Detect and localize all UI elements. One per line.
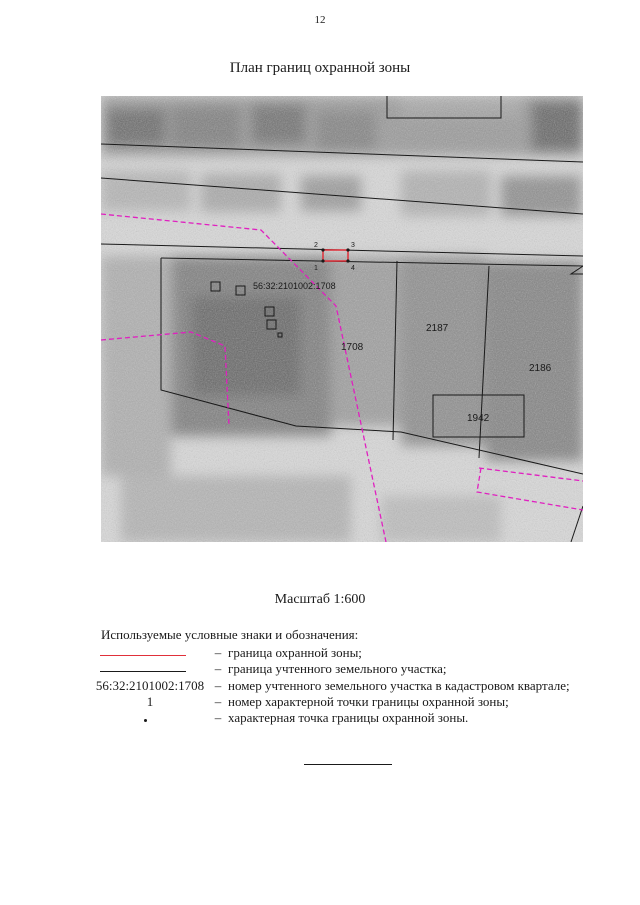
characteristic-point-2	[321, 248, 324, 251]
characteristic-point-4	[346, 259, 349, 262]
legend-dash: –	[214, 645, 222, 660]
legend-row-characteristic-point	[90, 710, 610, 726]
legend-symbol-red-line	[90, 645, 210, 661]
characteristic-point-3	[346, 248, 349, 251]
legend-dash: –	[214, 678, 222, 693]
page-number: 12	[314, 14, 326, 26]
legend-heading: Используемые условные знаки и обозначения:	[101, 627, 359, 642]
map-scale: Масштаб 1:600	[274, 592, 366, 607]
legend-symbol-point-number: 1	[146, 694, 154, 709]
legend-symbol-cadastral-number: 56:32:2101002:1708	[95, 678, 205, 693]
legend-symbol-dot	[90, 710, 210, 726]
point-label-3: 3	[351, 242, 355, 249]
legend-row-cadastral-number	[90, 678, 610, 694]
parcel-label-1942: 1942	[467, 413, 490, 424]
legend-description: номер учтенного земельного участка в кадастровом квартале;	[228, 678, 570, 693]
legend-dash: –	[214, 710, 222, 725]
legend-dash: –	[214, 661, 222, 676]
parcel-label-2187: 2187	[426, 323, 449, 334]
legend-description: характерная точка границы охранной зоны.	[228, 710, 469, 725]
parcel-label-1708: 1708	[341, 342, 364, 353]
characteristic-point-1	[321, 259, 324, 262]
parcel-cadastral-number-label: 56:32:2101002:1708	[253, 281, 336, 291]
legend-row-parcel-boundary	[90, 661, 610, 677]
signature-line	[304, 764, 392, 765]
point-label-4: 4	[351, 265, 355, 272]
legend-description: номер характерной точки границы охранной зоны;	[228, 694, 509, 709]
page-title: План границ охранной зоны	[229, 60, 411, 76]
legend-row-point-number	[90, 694, 610, 710]
legend-symbol-black-line	[90, 661, 210, 677]
cadastral-map	[101, 96, 583, 542]
point-label-2: 2	[314, 242, 318, 249]
legend-description: граница охранной зоны;	[228, 645, 362, 660]
point-label-1: 1	[314, 265, 318, 272]
parcel-label-2186: 2186	[529, 363, 552, 374]
legend-row-protection-zone	[90, 645, 610, 661]
legend-dash: –	[214, 694, 222, 709]
legend-description: граница учтенного земельного участка;	[228, 661, 447, 676]
